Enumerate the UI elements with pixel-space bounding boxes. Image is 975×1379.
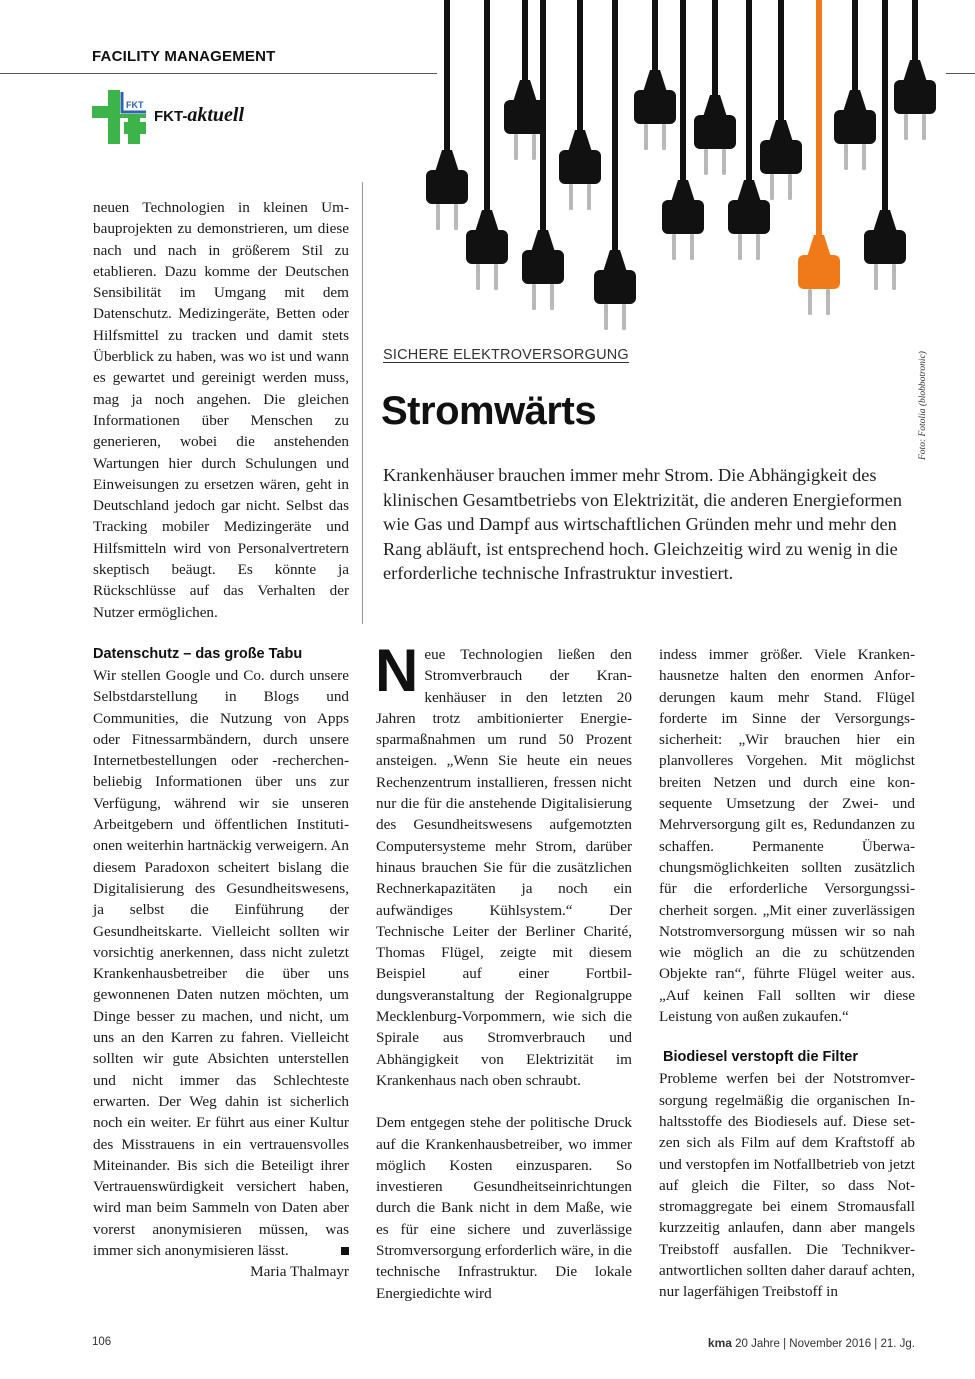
col3-subhead: Biodiesel verstopft die Filter bbox=[663, 1049, 858, 1066]
plug-icon bbox=[864, 0, 906, 290]
plug-icon bbox=[466, 0, 508, 290]
footer-issue: kma 20 Jahre | November 2016 | 21. Jg. bbox=[707, 1336, 915, 1350]
section-label: FACILITY MANAGEMENT bbox=[92, 48, 276, 65]
footer-brand: kma bbox=[707, 1336, 732, 1350]
col2-paragraph-1: Neue Technologien ließen den Stromverbrauch der Krankenhäuser in den letzten 20 Jahren trotz ambitionierter Energiesparmaßnahmen um rund 50 Prozent ansteigen. „Wenn Sie heute ein neues Rechenzentrum installieren, fressen nicht nur die für die anstehende Digitalisierung des Gesundheitswesens aufgemotzten Computersysteme mehr Strom, darüber hinaus brauchen Sie für die zusätzlichen Rechnerkapazitäten ja noch ein aufwändiges Kühlsystem.“ Der Technische Leiter der Berliner Charité, Thomas Flügel, zeigte mit diesem Beispiel auf einer Fortbildungsveranstaltung der Regionalgruppe Mecklenburg-Vorpommern, wie sich die Spirale aus Stromverbrauch und Abhängigkeit von Elektrizität im Krankenhaus nach oben schraubt. bbox=[375, 637, 632, 1089]
col1-paragraph-2: Wir stellen Google und Co. durch unsere Selbstdarstellung in Blogs und Communities, die Nutzung von Apps oder Fitnessarmbändern, durch unsere Internetbestellungen oder -recherchenbeliebig Informationen über uns zur Verfügung, während wir sie unseren Arbeitgebern und öffentlichen Institutionen weiterhin hartnäckig verweigern. An diesem Paradoxon scheitert bislang die Digitalisierung des Gesundheitswesens, ja selbst die Einführung der Gesundheitskarte. Vielleicht sollten wir vorsichtig anerkennen, dass nicht zuletzt Krankenhausbetreiber die über uns gewonnenen Daten nutzen möchten, um Dinge besser zu machen, und nicht, um uns an den Karren zu fahren. Vielleicht sollten wir gute Absichten unterstellen und nicht immer das Schlechteste erwarten. Der Weg dahin ist sicherlich noch ein weiter. Er führt aus einer Kultur des Misstrauens in ein vertrauensvolles Miteinander. Bis sich die Beteiligt ihrer Vertrauenswürdigkeit versichert haben, wird man beim Sammeln von Daten aber vorerst anonymisieren müssen, was immer sich anonymisieren lässt. bbox=[93, 667, 349, 1260]
svg-text:Foto: Fotolia (blobbotronic): Foto: Fotolia (blobbotronic) bbox=[918, 351, 928, 460]
plug-icon bbox=[522, 0, 564, 310]
article-lead: Krankenhäuser brauchen immer mehr Strom. Die Abhängigkeit des klinischen Gesamtbetriebs von Elektrizität, die anderen Energieformen wie Gas und Dampf aus wirtschaftlichen Gründen mehr und mehr den Rang abläuft, ist entsprechend hoch. Gleichzeitig wird zu wenig in die erforderliche technische Infrastruktur investiert. bbox=[383, 465, 902, 584]
plug-icon bbox=[504, 0, 546, 160]
orange-plug-icon bbox=[798, 0, 840, 315]
col2-paragraph-2: Dem entgegen stehe der politische Druck auf die Krankenhausbetreiber, wo immer möglich Kosten einzusparen. So investieren Gesundheitseinrichtungen durch die Bank nicht in dem Maße, wie es für eine sichere und zuverlässige Stromversorgung erforderlich wäre, in die technische Infrastruktur. Die lokale Energiedichte wird bbox=[376, 1114, 632, 1302]
col1-paragraph-1: neuen Technologien in kleinen Umbauprojekten zu demonstrieren, um diese nach und nach in größerem Stil zu etablieren. Dazu komme der Deutschen Sensibilität im Umgang mit dem Datenschutz. Medizingeräte, Betten oder Hilfsmittel zu tracken und damit stets Überblick zu haben, was wo ist und wann es gewartet und gereinigt werden muss, mag ja noch angehen. Die gleichen Informationen über Menschen zu generieren, wobei die anstehenden Wartungen hier durch Schulungen und Einweisungen zu ersetzen wären, geht in Deutschland jedoch gar nicht. Selbst das Tracking mobiler Medizingeräte und Hilfsmitteln wird von Personalvertretern skeptisch beäugt. Es könnte ja Rückschlüsse auf das Verhalten der Nutzer ermöglichen. bbox=[93, 199, 349, 621]
plug-icon bbox=[634, 0, 676, 150]
article-title: Stromwärts bbox=[381, 389, 597, 433]
photo-credit bbox=[915, 330, 935, 470]
plug-icon bbox=[894, 0, 936, 140]
col1-subhead: Datenschutz – das große Tabu bbox=[93, 646, 303, 662]
col3-paragraph-1: indess immer größer. Viele Krankenhausnetze halten den enormen Anforderungen kaum mehr Stand. Flügel forderte im Sinne der Versorgungssicherheit: „Wir brauchen hier ein planvolleres Vorgehen. Mit möglichst breiten Netzen und durch eine konsequente Umsetzung der Zwei- und Mehrversorgung gilt es, Redundanzen zu schaffen. Permanente Überwachungsmöglichkeiten sollten zusätzlich für die erforderliche Versorgungssicherheit sorgen. „Mit einer zuverlässigen Notstromversorgung müssen wir so nah wie möglich an die zu schützenden Objekte ran“, führte Flügel weiter aus. „Auf keinen Fall sollten wir diese Leistung von außen zukaufen.“ bbox=[659, 646, 915, 1026]
logo-text: FKT-aktuell bbox=[154, 104, 244, 126]
column-rule bbox=[362, 182, 363, 624]
plug-icon bbox=[559, 0, 601, 210]
col3-body bbox=[659, 644, 915, 1303]
col1-body bbox=[93, 665, 349, 1283]
plug-icon bbox=[426, 0, 468, 230]
power-plugs-photo bbox=[415, 0, 947, 340]
plug-icon bbox=[694, 0, 736, 175]
page-number: 106 bbox=[92, 1336, 112, 1348]
author-byline: Maria Thalmayr bbox=[250, 1263, 349, 1281]
end-mark-icon bbox=[341, 1247, 349, 1255]
logo-badge: FKT bbox=[126, 100, 144, 110]
plug-icon bbox=[834, 0, 876, 170]
col3-paragraph-2: Probleme werfen bei der Notstromversorgung regelmäßig die organischen Inhaltsstoffe des Biodiesels auf. Diese setzen sich als Film auf dem Kraftstoff ab und verstopfen im Notfallbetrieb von jetzt auf gleich die Filter, so dass Notstromaggregate bei einem Stromausfall kurzzeitig anlaufen, dann aber mangels Treibstoff ausfallen. Die Technikverantwortlichen sollten daher darauf achten, nur lagerfähigen Treibstoff in bbox=[659, 1070, 916, 1301]
col2-body bbox=[375, 637, 632, 1304]
header-rule-right bbox=[946, 73, 975, 74]
dropcap: N bbox=[375, 637, 419, 704]
plug-icon bbox=[760, 0, 802, 200]
logo-script: aktuell bbox=[187, 104, 244, 126]
header-rule bbox=[0, 73, 437, 74]
article-kicker: SICHERE ELEKTROVERSORGUNG bbox=[383, 347, 629, 363]
